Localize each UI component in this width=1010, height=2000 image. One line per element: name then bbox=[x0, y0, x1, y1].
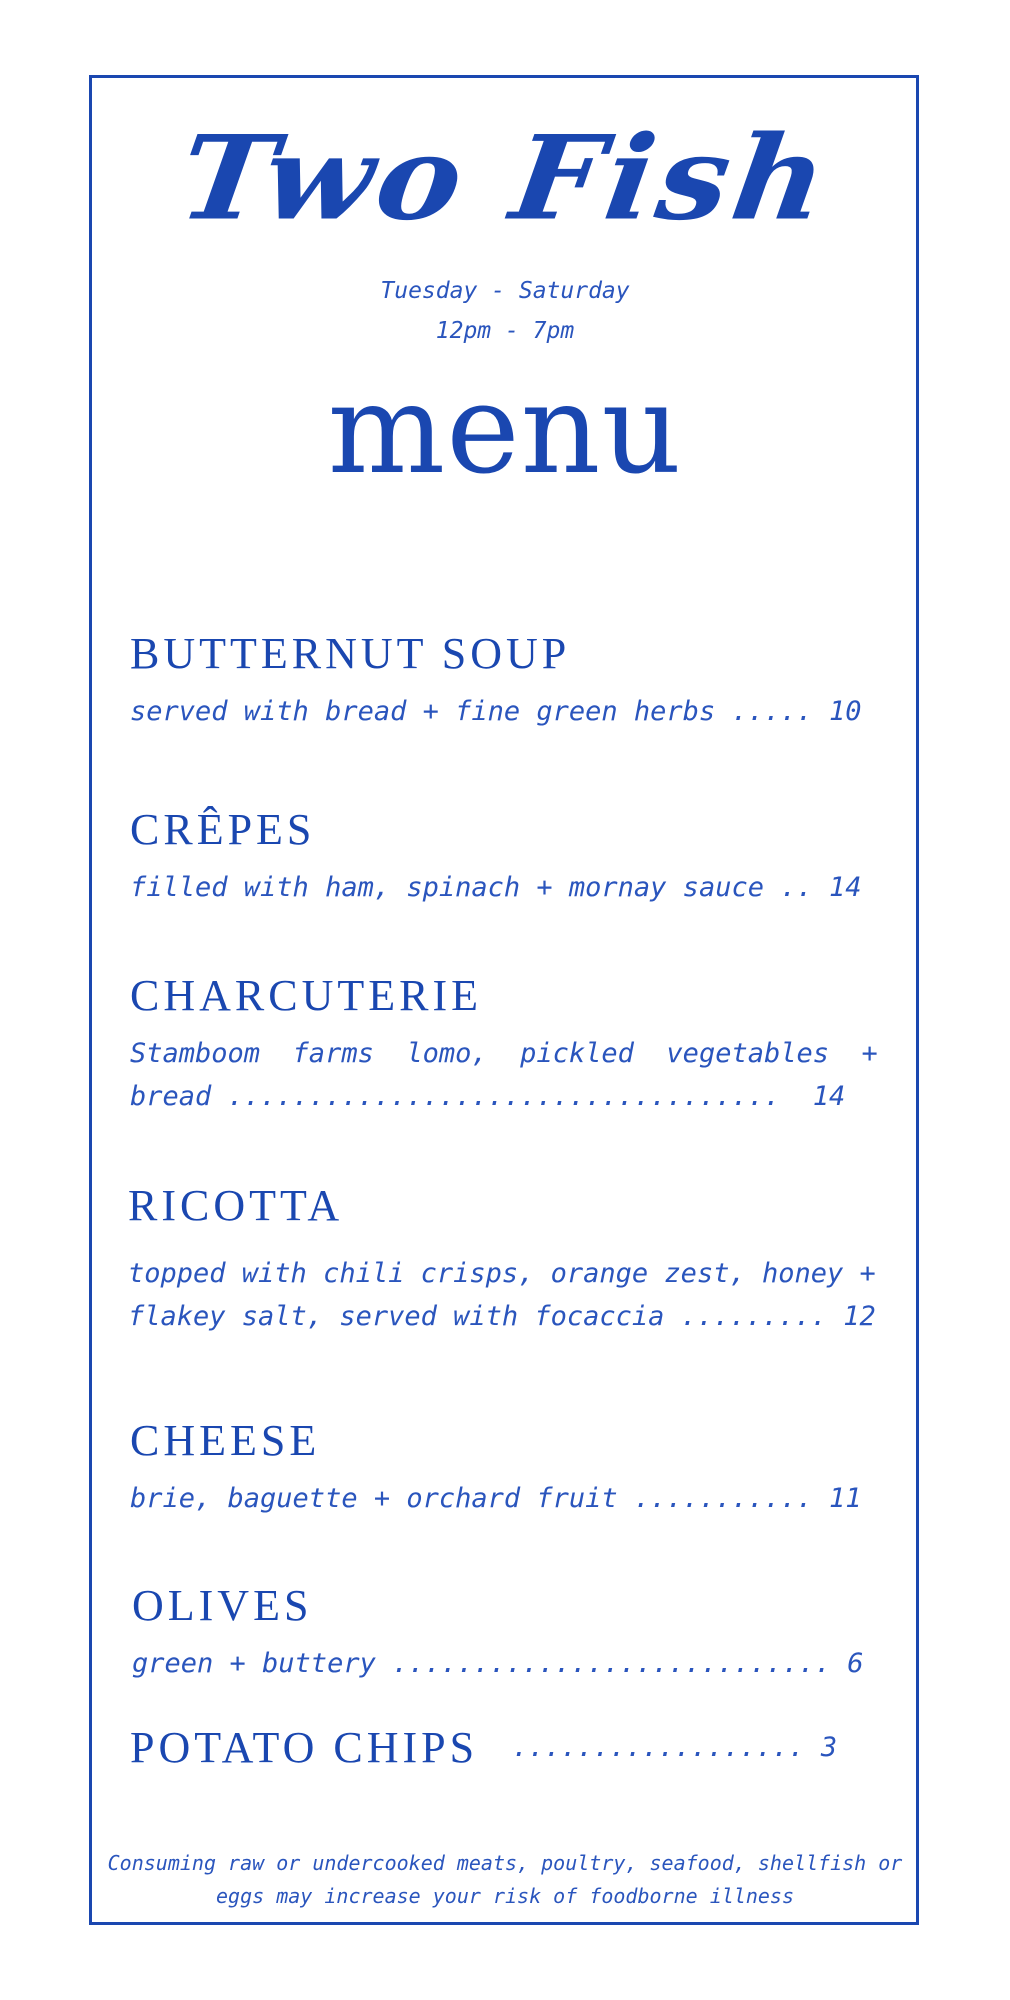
disclaimer-line: Consuming raw or undercooked meats, poultry, seafood, shellfish or bbox=[107, 1851, 903, 1875]
dish-name: BUTTERNUT SOUP bbox=[130, 629, 571, 678]
dish-description: brie, baguette + orchard fruit ........... 11 bbox=[130, 1483, 862, 1514]
dish-description: served with bread + fine green herbs ..... 10 bbox=[130, 696, 862, 727]
dish-name: CHEESE bbox=[130, 1416, 321, 1465]
dish-description: Stamboom farms lomo, pickled vegetables + bbox=[130, 1038, 878, 1069]
dish-description: bread .................................. 14 bbox=[130, 1081, 846, 1112]
disclaimer-line: eggs may increase your risk of foodborne illness bbox=[216, 1884, 794, 1908]
dish-name: CRÊPES bbox=[130, 805, 316, 854]
open-hours: 12pm - 7pm bbox=[435, 318, 575, 344]
food-safety-disclaimer bbox=[100, 1847, 910, 1913]
dish-description: topped with chili crisps, orange zest, honey + bbox=[128, 1258, 876, 1289]
restaurant-name: Two Fish bbox=[171, 109, 839, 247]
dish-name: OLIVES bbox=[132, 1581, 313, 1630]
dish-name: CHARCUTERIE bbox=[130, 971, 482, 1020]
dish-name: RICOTTA bbox=[128, 1181, 344, 1230]
dish-name: POTATO CHIPS bbox=[130, 1723, 479, 1772]
menu-title: menu bbox=[327, 358, 683, 502]
open-days: Tuesday - Saturday bbox=[380, 278, 630, 304]
dish-description: green + buttery ........................... 6 bbox=[132, 1648, 864, 1679]
restaurant-logo bbox=[0, 98, 1010, 258]
dish-description: flakey salt, served with focaccia ......... 12 bbox=[128, 1301, 876, 1332]
dish-price: .................. 3 bbox=[512, 1732, 838, 1763]
dish-description: filled with ham, spinach + mornay sauce .. 14 bbox=[130, 872, 862, 903]
